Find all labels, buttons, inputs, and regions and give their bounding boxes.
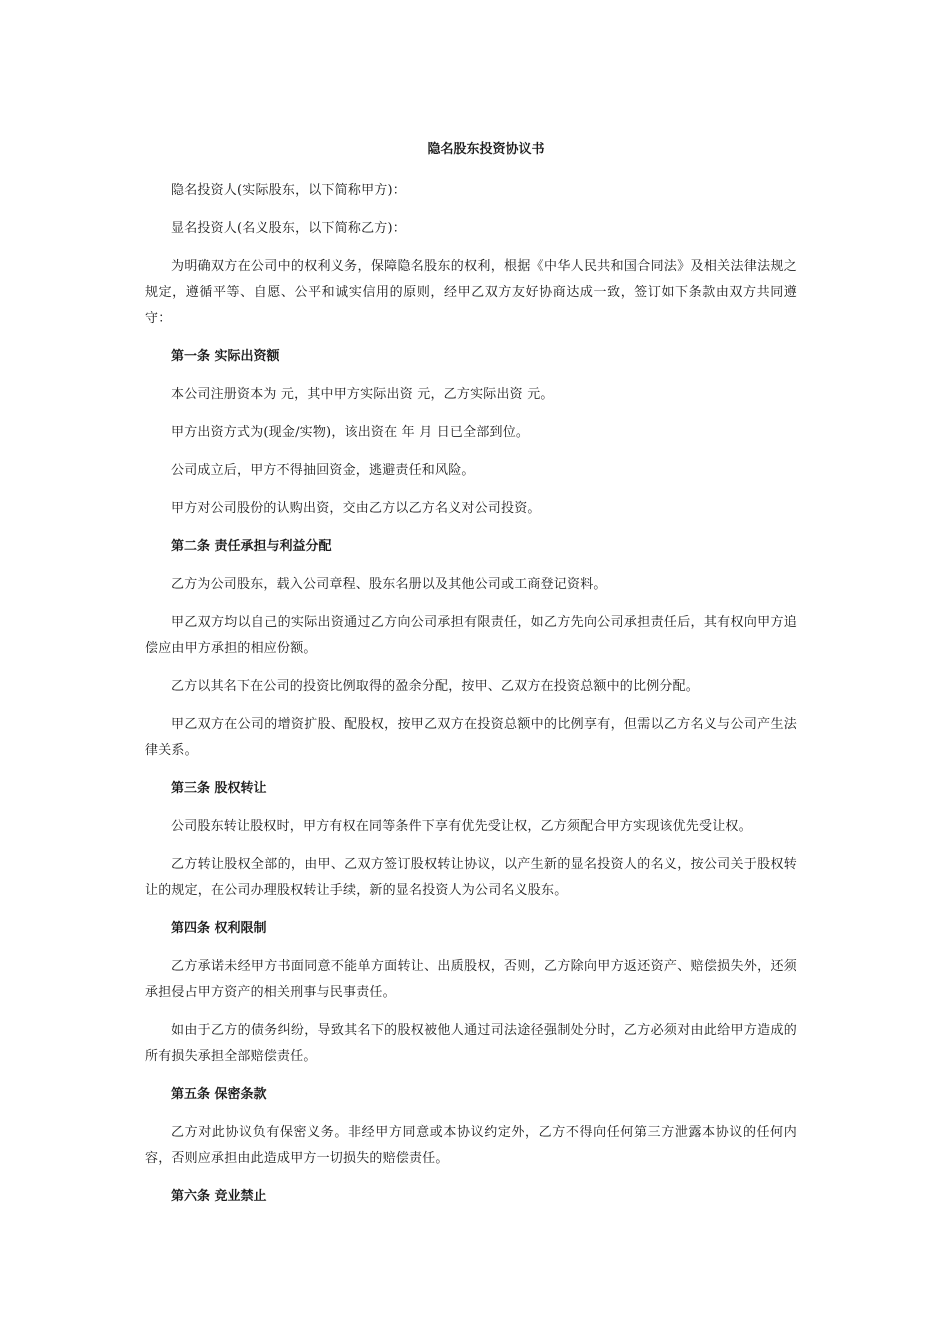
article-2-paragraph: 乙方为公司股东，载入公司章程、股东名册以及其他公司或工商登记资料。 [171, 577, 607, 592]
party-a-line: 隐名投资人(实际股东，以下简称甲方)： [171, 183, 406, 198]
article-1-paragraph: 公司成立后，甲方不得抽回资金，逃避责任和风险。 [171, 463, 475, 478]
article-heading-4: 第四条 权利限制 [171, 921, 267, 936]
article-heading-3: 第三条 股权转让 [171, 781, 267, 796]
preamble-paragraph: 为明确双方在公司中的权利义务，保障隐名股东的权利，根据《中华人民共和国合同法》及相关法律法规之规定，遵循平等、自愿、公平和诚实信用的原则，经甲乙双方友好协商达成一致，签订如下条款由双方共同遵守： [145, 259, 797, 326]
article-1-paragraph: 甲方对公司股份的认购出资，交由乙方以乙方名义对公司投资。 [171, 501, 541, 516]
article-4-paragraph: 如由于乙方的债务纠纷，导致其名下的股权被他人通过司法途径强制处分时，乙方必须对由此给甲方造成的所有损失承担全部赔偿责任。 [145, 1023, 797, 1064]
article-2-paragraph: 甲乙双方在公司的增资扩股、配股权，按甲乙双方在投资总额中的比例享有，但需以乙方名义与公司产生法律关系。 [145, 717, 797, 758]
article-1-paragraph: 本公司注册资本为 元，其中甲方实际出资 元，乙方实际出资 元。 [171, 387, 554, 402]
article-3-paragraph: 乙方转让股权全部的，由甲、乙双方签订股权转让协议，以产生新的显名投资人的名义，按公司关于股权转让的规定，在公司办理股权转让手续，新的显名投资人为公司名义股东。 [145, 857, 797, 898]
document-body [145, 140, 797, 1222]
article-5-paragraph: 乙方对此协议负有保密义务。非经甲方同意或本协议约定外，乙方不得向任何第三方泄露本协议的任何内容，否则应承担由此造成甲方一切损失的赔偿责任。 [145, 1125, 797, 1166]
article-heading-2: 第二条 责任承担与利益分配 [171, 539, 332, 554]
article-2-paragraph: 乙方以其名下在公司的投资比例取得的盈余分配，按甲、乙双方在投资总额中的比例分配。 [171, 679, 700, 694]
article-heading-6: 第六条 竞业禁止 [171, 1189, 267, 1204]
article-heading-5: 第五条 保密条款 [171, 1087, 267, 1102]
article-heading-1: 第一条 实际出资额 [171, 349, 280, 364]
article-1-paragraph: 甲方出资方式为(现金/实物)，该出资在 年 月 日已全部到位。 [171, 425, 530, 440]
article-4-paragraph: 乙方承诺未经甲方书面同意不能单方面转让、出质股权，否则，乙方除向甲方返还资产、赔偿损失外，还须承担侵占甲方资产的相关刑事与民事责任。 [145, 959, 797, 1000]
party-b-line: 显名投资人(名义股东，以下简称乙方)： [171, 221, 406, 236]
document-title: 隐名股东投资协议书 [427, 142, 545, 157]
article-2-paragraph: 甲乙双方均以自己的实际出资通过乙方向公司承担有限责任，如乙方先向公司承担责任后，其有权向甲方追偿应由甲方承担的相应份额。 [145, 615, 797, 656]
article-3-paragraph: 公司股东转让股权时，甲方有权在同等条件下享有优先受让权，乙方须配合甲方实现该优先受让权。 [171, 819, 752, 834]
